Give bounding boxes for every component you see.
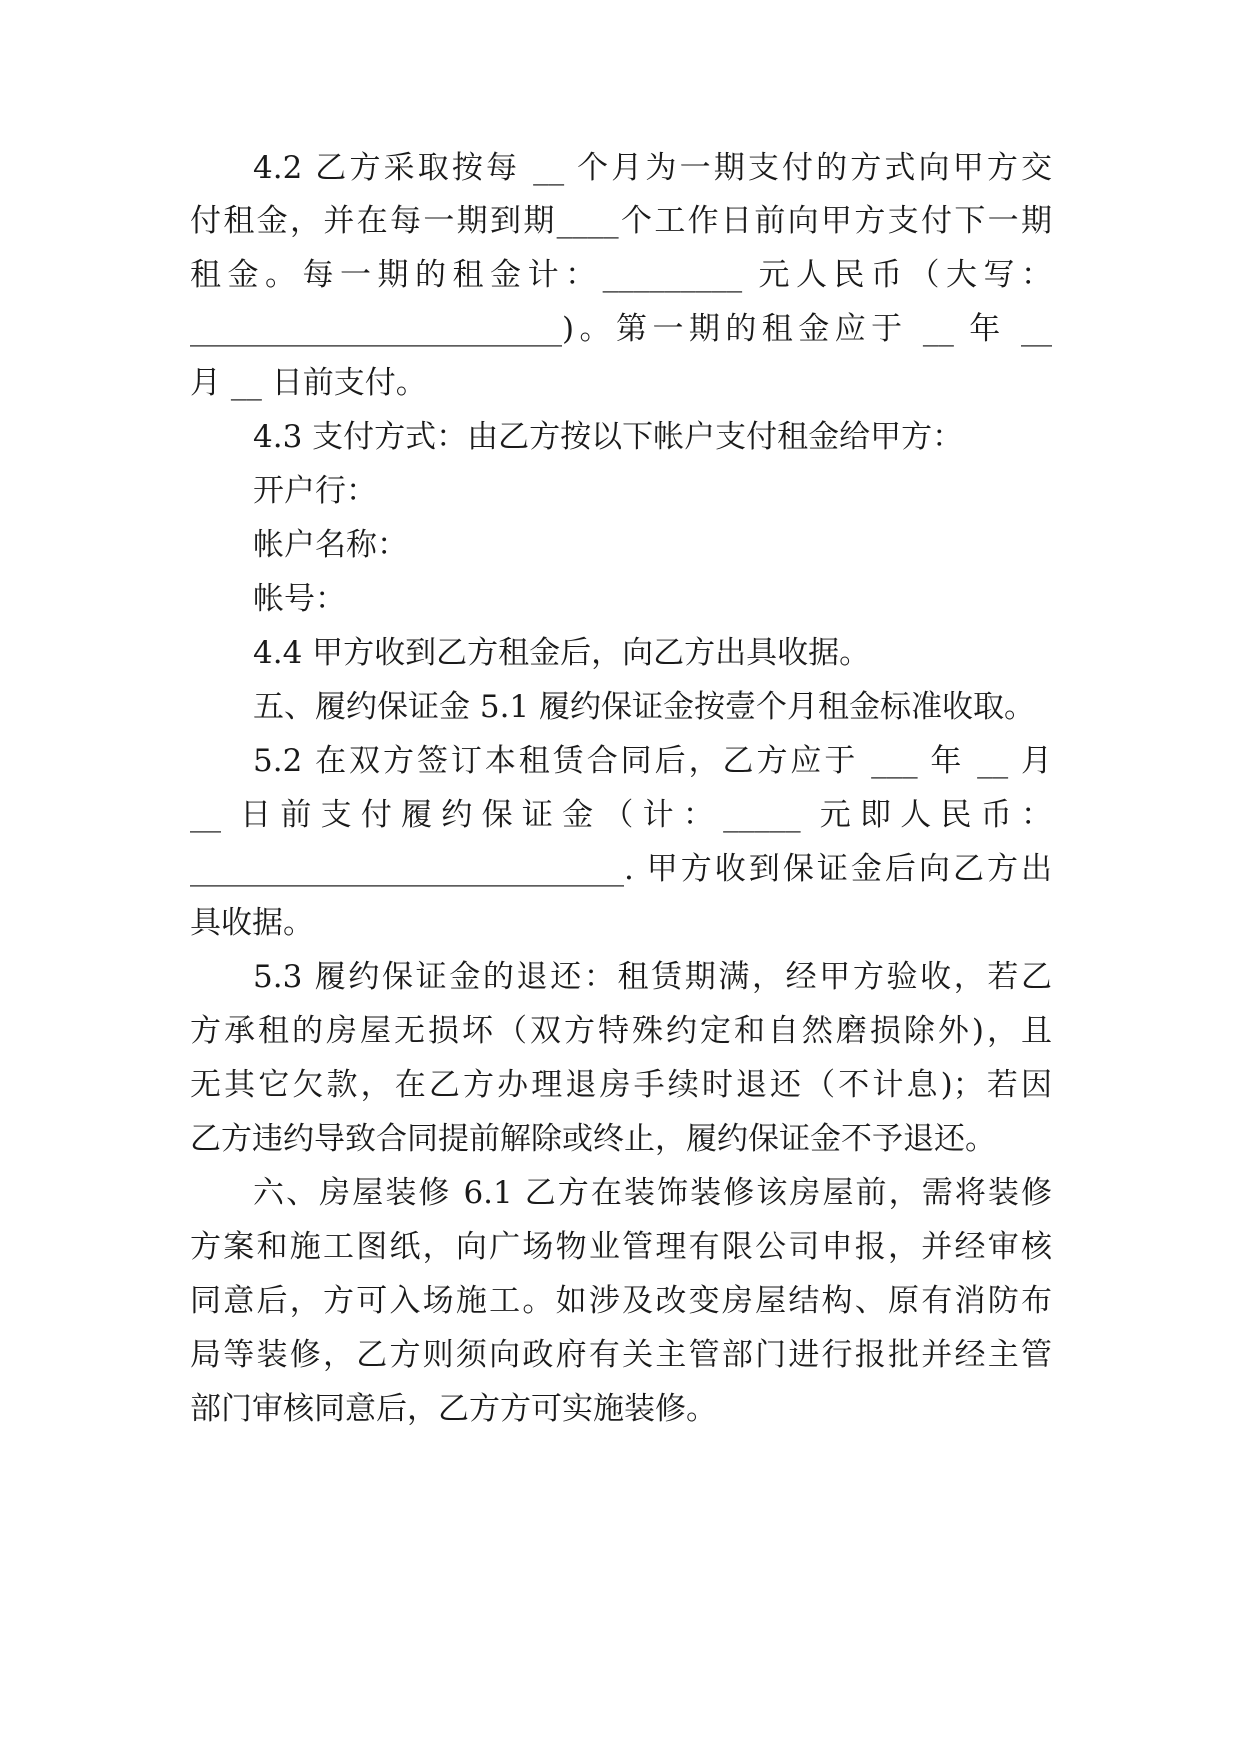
account-name-label: 帐户名称： xyxy=(253,527,408,563)
section-6-line-3: 同意后，方可入场施工。如涉及改变房屋结构、原有消防布 xyxy=(190,1283,1052,1319)
paragraph-5-3-line-1: 5.3 履约保证金的退还：租赁期满，经甲方验收，若乙 xyxy=(253,959,1052,995)
paragraph-5-2-line-3: ____________________________. 甲方收到保证金后向乙方出 xyxy=(190,851,1052,887)
paragraph-4-4: 4.4 甲方收到乙方租金后，向乙方出具收据。 xyxy=(253,635,871,671)
paragraph-4-2-line-4: ________________________)。第一期的租金应于 __ 年 __ xyxy=(190,311,1052,347)
section-6-line-2: 方案和施工图纸，向广场物业管理有限公司申报，并经审核 xyxy=(190,1229,1052,1265)
paragraph-5-2-line-1: 5.2 在双方签订本租赁合同后，乙方应于 ___ 年 __ 月 xyxy=(253,743,1052,779)
paragraph-4-2-line-2: 付租金，并在每一期到期____个工作日前向甲方支付下一期 xyxy=(190,203,1052,239)
paragraph-5-3-line-4: 乙方违约导致合同提前解除或终止，履约保证金不予退还。 xyxy=(190,1121,996,1157)
paragraph-4-2-line-1: 4.2 乙方采取按每 __ 个月为一期支付的方式向甲方交 xyxy=(253,150,1052,186)
section-6-line-4: 局等装修，乙方则须向政府有关主管部门进行报批并经主管 xyxy=(190,1337,1052,1373)
paragraph-5-3-line-3: 无其它欠款，在乙方办理退房手续时退还（不计息)；若因 xyxy=(190,1067,1052,1103)
paragraph-5-3-line-2: 方承租的房屋无损坏（双方特殊约定和自然磨损除外)，且 xyxy=(190,1013,1052,1049)
paragraph-4-2-line-3: 租金。每一期的租金计：_________ 元人民币（大写： xyxy=(190,257,1052,293)
section-5-heading: 五、履约保证金 5.1 履约保证金按壹个月租金标准收取。 xyxy=(253,689,1036,725)
section-6-line-5: 部门审核同意后，乙方方可实施装修。 xyxy=(190,1391,717,1427)
paragraph-5-2-line-4: 具收据。 xyxy=(190,905,314,941)
paragraph-4-3: 4.3 支付方式：由乙方按以下帐户支付租金给甲方： xyxy=(253,419,964,455)
paragraph-5-2-line-2: __ 日前支付履约保证金（计：_____ 元即人民币： xyxy=(190,797,1052,833)
account-number-label: 帐号： xyxy=(253,581,346,617)
bank-name-label: 开户行： xyxy=(253,473,377,509)
paragraph-4-2-line-5: 月 __ 日前支付。 xyxy=(190,365,427,401)
section-6-line-1: 六、房屋装修 6.1 乙方在装饰装修该房屋前，需将装修 xyxy=(253,1175,1052,1211)
